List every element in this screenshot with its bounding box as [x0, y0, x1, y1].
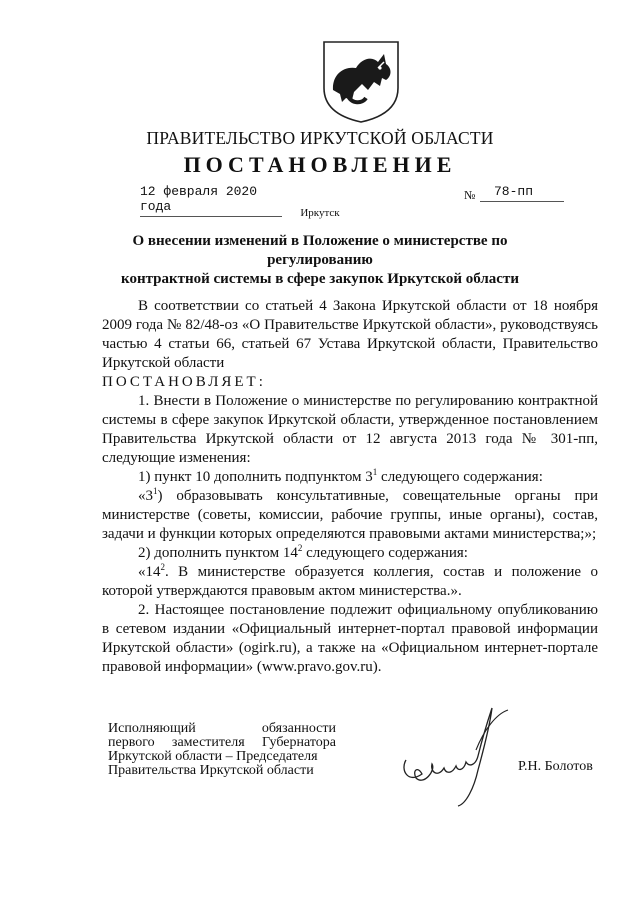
document-type: ПОСТАНОВЛЕНИЕ: [183, 152, 457, 177]
quote-1-superscript: 1: [153, 486, 158, 496]
subitem-1-paragraph: [102, 468, 598, 487]
subitem-2-paragraph: [102, 544, 598, 563]
signatory-line-3: Иркутской области – Председателя: [108, 749, 318, 764]
document-number: 78-пп: [480, 184, 564, 202]
item-1-paragraph: 1. Внести в Положение о министерстве по регулированию контрактной системы в сфере закупок Иркутской области, утвержденное постановлением Правительства Иркутской области от 12 августа 2013 года № 301-пп, следующие изменения:: [102, 393, 598, 466]
government-name: ПРАВИТЕЛЬСТВО ИРКУТСКОЙ ОБЛАСТИ: [146, 128, 494, 148]
quote-2-text-end: . В министерстве образуется коллегия, состав и положение о которой утверждаются правовым актом министерства.».: [102, 564, 598, 599]
preamble-paragraph: В соответствии со статьей 4 Закона Иркутской области от 18 ноября 2009 года № 82/48-оз «О Правительстве Иркутской области», руководствуясь частью 4 статьи 66, статьей 67 Устава Иркутской области, Правительство Иркутской области: [102, 298, 598, 371]
document-title: [96, 232, 544, 289]
city: Иркутск: [300, 207, 340, 219]
quote-1-text: «3: [138, 488, 153, 504]
subitem-1-text: 1) пункт 10 дополнить подпунктом 3: [138, 469, 373, 485]
subitem-1-superscript: 1: [372, 467, 378, 477]
quote-2-text: «14: [138, 564, 161, 580]
signatory-line-4: Правительства Иркутской области: [108, 763, 314, 778]
quote-1-text-end: ) образовывать консультативные, совещательные органы при министерстве (советы, комиссии, рабочие группы, иные органы), состав, задачи и функции которых определяются правовыми актами министерства;»;: [102, 488, 598, 542]
irkutsk-coat-of-arms-icon: [318, 38, 404, 124]
subitem-2-text: 2) дополнить пунктом 14: [138, 545, 298, 561]
title-line-2: контрактной системы в сфере закупок Иркутской области: [121, 271, 519, 287]
resolves-heading: ПОСТАНОВЛЯЕТ:: [102, 374, 266, 390]
document-date: 12 февраля 2020 года: [140, 184, 282, 217]
item-2-paragraph: 2. Настоящее постановление подлежит официальному опубликованию в сетевом издании «Официальный интернет-портал правовой информации Иркутской области» (ogirk.ru), а также на «Официальном интернет-портале правовой информации» (www.pravo.gov.ru).: [102, 602, 598, 675]
title-line-1: О внесении изменений в Положение о министерстве по регулированию: [132, 233, 508, 268]
quote-2-superscript: 2: [160, 562, 165, 572]
subitem-2-superscript: 2: [297, 543, 303, 553]
subitem-1-text-end: следующего содержания:: [377, 469, 543, 485]
document-body: [102, 297, 598, 677]
signatory-line-2: первого заместителя Губернатора: [108, 735, 336, 750]
handwritten-signature: [392, 700, 528, 810]
quote-1-paragraph: [102, 487, 598, 544]
quote-2-paragraph: [102, 563, 598, 601]
signatory-name: Р.Н. Болотов: [518, 759, 593, 774]
subitem-2-text-end: следующего содержания:: [302, 545, 468, 561]
signatory-position: [108, 722, 336, 778]
number-sign: №: [464, 188, 476, 202]
signatory-line-1: Исполняющий обязанности: [108, 721, 336, 736]
